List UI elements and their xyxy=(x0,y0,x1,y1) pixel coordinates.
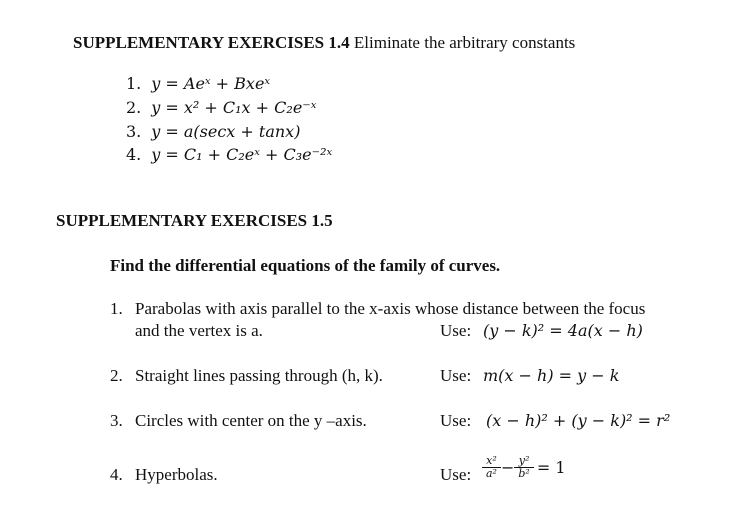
minus-sign: − xyxy=(500,458,515,477)
equals-one: = 1 xyxy=(536,458,566,477)
item-number: 4. xyxy=(126,145,142,164)
section-1-4-title: SUPPLEMENTARY EXERCISES 1.4 xyxy=(73,33,350,52)
section-1-4-instruction: Eliminate the arbitrary constants xyxy=(353,33,576,52)
item-3-equation: (x − h)² + (y − k)² = r² xyxy=(486,411,671,430)
numerator: x² xyxy=(486,454,497,467)
item-number: 2. xyxy=(126,98,142,117)
list-item xyxy=(126,122,300,142)
list-item xyxy=(126,145,332,165)
section-1-5-title: SUPPLEMENTARY EXERCISES 1.5 xyxy=(56,211,333,230)
item-expression: y = Aeˣ + Bxeˣ xyxy=(151,74,271,93)
item-4-use-label: Use: xyxy=(440,465,472,484)
item-expression: y = a(secx + tanx) xyxy=(151,122,301,141)
item-4-text: Hyperbolas. xyxy=(135,465,218,484)
item-3-number: 3. xyxy=(110,411,123,430)
section-1-4-header xyxy=(73,33,575,53)
item-3-text: Circles with center on the y –axis. xyxy=(135,411,367,430)
item-number: 3. xyxy=(126,122,142,141)
section-1-5-subtitle: Find the differential equations of the family of curves. xyxy=(110,256,501,275)
item-expression: y = C₁ + C₂eˣ + C₃e⁻²ˣ xyxy=(151,145,333,164)
fraction-x-over-a xyxy=(484,455,499,480)
item-2-use-label: Use: xyxy=(440,366,472,385)
item-2-equation: m(x − h) = y − k xyxy=(483,366,620,385)
item-4-equation xyxy=(482,455,566,480)
denominator: a² xyxy=(486,467,497,480)
item-2-number: 2. xyxy=(110,366,123,385)
item-3-use-label: Use: xyxy=(440,411,472,430)
list-item xyxy=(126,98,316,118)
numerator: y² xyxy=(518,454,530,467)
item-1-number: 1. xyxy=(110,299,123,318)
item-1-use-label: Use: xyxy=(440,321,472,340)
denominator: b² xyxy=(518,467,530,480)
item-expression: y = x² + C₁x + C₂e⁻ˣ xyxy=(151,98,317,117)
item-number: 1. xyxy=(126,74,142,93)
item-1-text: Parabolas with axis parallel to the x-axis whose distance between the focus xyxy=(135,299,646,318)
item-2-text: Straight lines passing through (h, k). xyxy=(135,366,383,385)
item-1-text-continued: and the vertex is a. xyxy=(135,321,263,340)
item-4-number: 4. xyxy=(110,465,123,484)
list-item xyxy=(126,74,270,94)
fraction-y-over-b xyxy=(516,455,531,480)
item-1-equation: (y − k)² = 4a(x − h) xyxy=(483,321,643,340)
